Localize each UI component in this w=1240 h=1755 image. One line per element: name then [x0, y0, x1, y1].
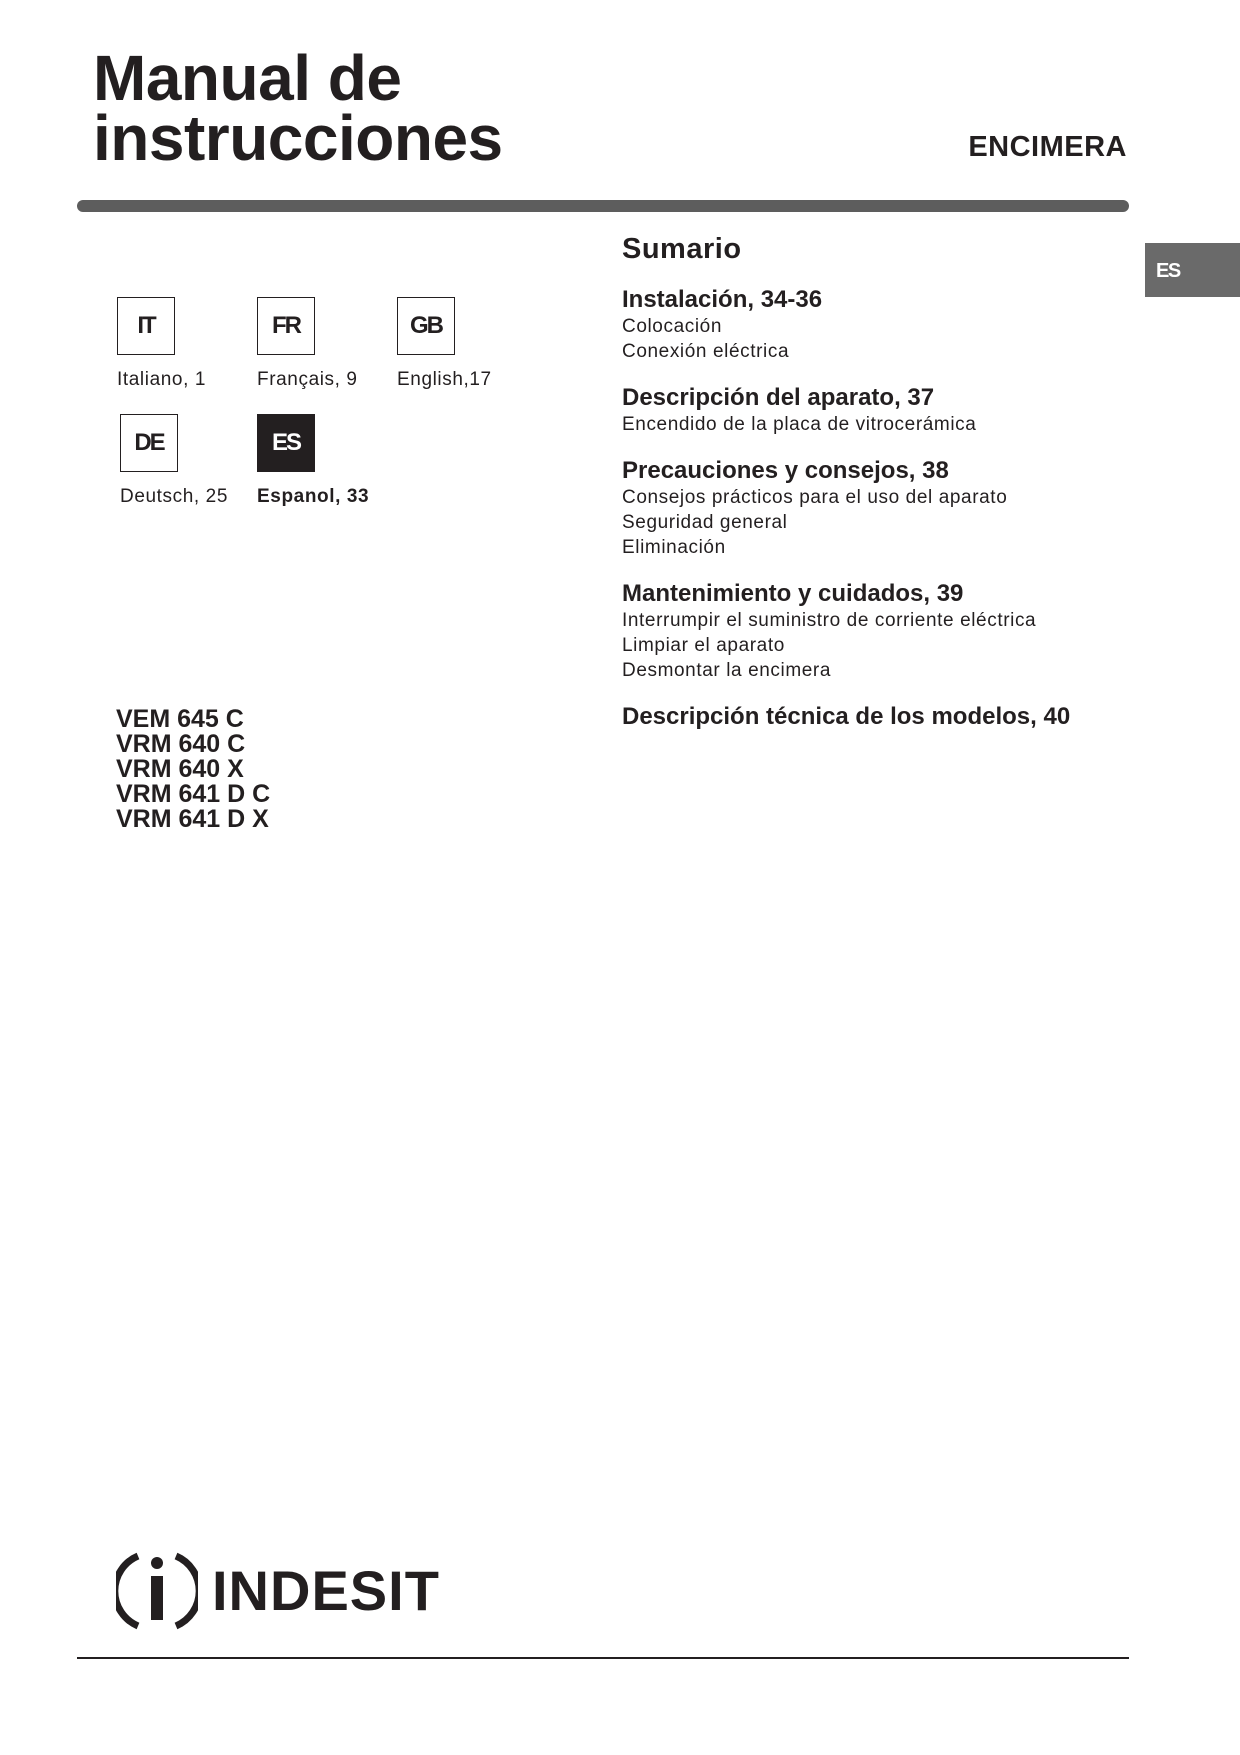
toc-item: Desmontar la encimera	[622, 660, 832, 681]
model-item: VRM 640 C	[116, 730, 246, 758]
toc-item: Interrumpir el suministro de corriente eléctrica	[622, 610, 1037, 631]
toc-item: Consejos prácticos para el uso del aparato	[622, 487, 1008, 508]
language-label: Français, 9	[257, 369, 358, 390]
brand-wordmark: INDESIT	[212, 1559, 440, 1622]
language-code-box: GB	[397, 297, 455, 355]
model-item: VRM 641 D X	[116, 805, 269, 833]
language-label-active: Espanol, 33	[257, 486, 370, 507]
toc-item: Limpiar el aparato	[622, 635, 785, 656]
language-label: Deutsch, 25	[120, 486, 228, 507]
toc-heading: Descripción del aparato, 37	[622, 384, 935, 411]
title-line-2: instrucciones	[93, 102, 503, 174]
language-label: English,17	[397, 369, 492, 390]
bottom-divider	[77, 1657, 1129, 1659]
toc-heading: Precauciones y consejos, 38	[622, 457, 949, 484]
language-german	[120, 414, 280, 508]
title-line-1: Manual de	[93, 42, 402, 114]
toc-item: Colocación	[622, 316, 722, 337]
toc-title: Sumario	[622, 233, 742, 265]
toc-section-installation	[622, 286, 1132, 364]
document-title	[93, 42, 503, 174]
top-divider	[77, 200, 1129, 212]
model-item: VRM 641 D C	[116, 780, 271, 808]
language-code-box: IT	[117, 297, 175, 355]
toc-section-precautions	[622, 457, 1132, 560]
language-code-box: DE	[120, 414, 178, 472]
language-italian	[117, 297, 277, 391]
toc-item: Seguridad general	[622, 512, 788, 533]
language-code-box: FR	[257, 297, 315, 355]
toc-heading: Descripción técnica de los modelos, 40	[622, 703, 1071, 730]
toc-section-maintenance	[622, 580, 1132, 683]
language-label: Italiano, 1	[117, 369, 206, 390]
language-spanish	[257, 414, 417, 508]
model-item: VEM 645 C	[116, 705, 244, 733]
model-list	[116, 707, 270, 832]
toc-item: Encendido de la placa de vitrocerámica	[622, 414, 977, 435]
indesit-i-icon	[116, 1548, 198, 1634]
table-of-contents	[622, 233, 1132, 751]
toc-heading: Mantenimiento y cuidados, 39	[622, 580, 964, 607]
toc-heading: Instalación, 34-36	[622, 286, 823, 313]
language-english	[397, 297, 557, 391]
toc-item: Eliminación	[622, 537, 726, 558]
product-category: ENCIMERA	[968, 131, 1127, 163]
toc-section-technical	[622, 703, 1132, 731]
model-item: VRM 640 X	[116, 755, 244, 783]
language-code-box-active: ES	[257, 414, 315, 472]
language-side-tab: ES	[1145, 243, 1240, 297]
toc-item: Conexión eléctrica	[622, 341, 790, 362]
toc-section-description	[622, 384, 1132, 437]
language-french	[257, 297, 417, 391]
indesit-logo	[116, 1548, 440, 1634]
